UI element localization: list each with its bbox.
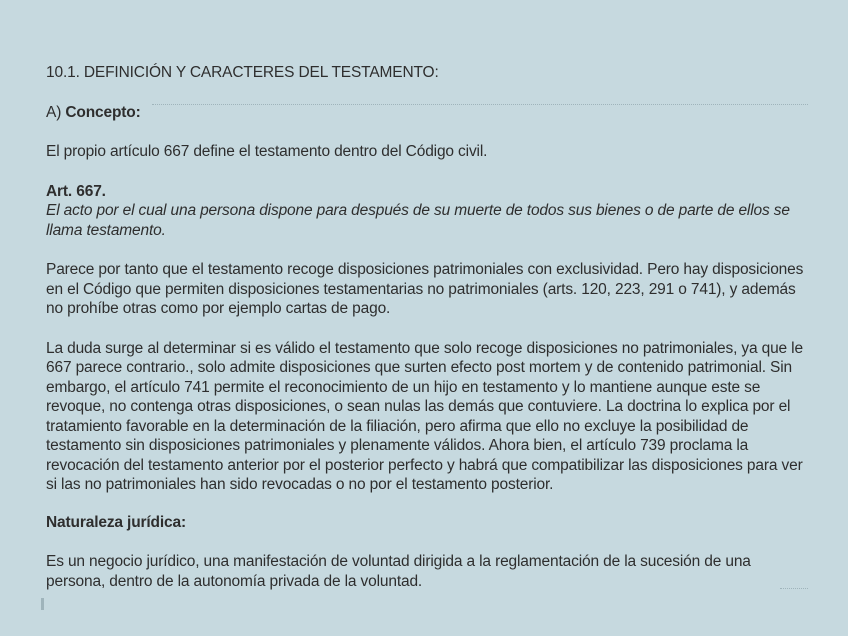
document-body xyxy=(46,63,806,591)
paragraph-duda: La duda surge al determinar si es válido el testamento que solo recoge disposiciones no patrimoniales, ya que le 667 parece contrario., solo admite disposiciones que surten efecto post mortem y de contenido patrimonial. Sin embargo, el artículo 741 permite el reconocimiento de un hijo en testamento y lo mantiene aunque este se revoque, no contenga otras disposiciones, o sean nulas las demás que contuviere. La doctrina lo explica por el tratamiento favorable en la determinación de la filiación, pero afirma que ello no excluye la posibilidad de testamento sin disposiciones patrimoniales y plenamente válidos. Ahora bien, el artículo 739 proclama la revocación del testamento anterior por el posterior perfecto y habrá que compatibilizar las disposiciones para ver si las no patrimoniales han sido revocadas o no por el testamento posterior. xyxy=(46,339,803,493)
concepto-prefix: A) xyxy=(46,103,66,121)
paragraph-exclusividad: Parece por tanto que el testamento recoge disposiciones patrimoniales con exclusividad. Pero hay disposiciones en el Código que permiten disposiciones testamentarias no patrimoniales (arts. 120, 223, 291 o 741), y además no prohíbe otras como por ejemplo cartas de pago. xyxy=(46,261,804,317)
concepto-label: Concepto: xyxy=(65,103,141,121)
intro-paragraph: El propio artículo 667 define el testamento dentro del Código civil. xyxy=(46,143,488,160)
article-quote: El acto por el cual una persona dispone para después de su muerte de todos sus bienes o de parte de ellos se llama testamento. xyxy=(46,202,790,239)
concepto-heading xyxy=(46,103,806,123)
naturaleza-heading: Naturaleza jurídica: xyxy=(46,513,186,531)
paragraph-negocio: Es un negocio jurídico, una manifestación de voluntad dirigida a la reglamentación de la sucesión de una persona, dentro de la autonomía privada de la voluntad. xyxy=(46,553,751,590)
section-heading: 10.1. DEFINICIÓN Y CARACTERES DEL TESTAMENTO: xyxy=(46,64,439,81)
article-title: Art. 667. xyxy=(46,182,106,200)
corner-marker xyxy=(41,598,44,610)
